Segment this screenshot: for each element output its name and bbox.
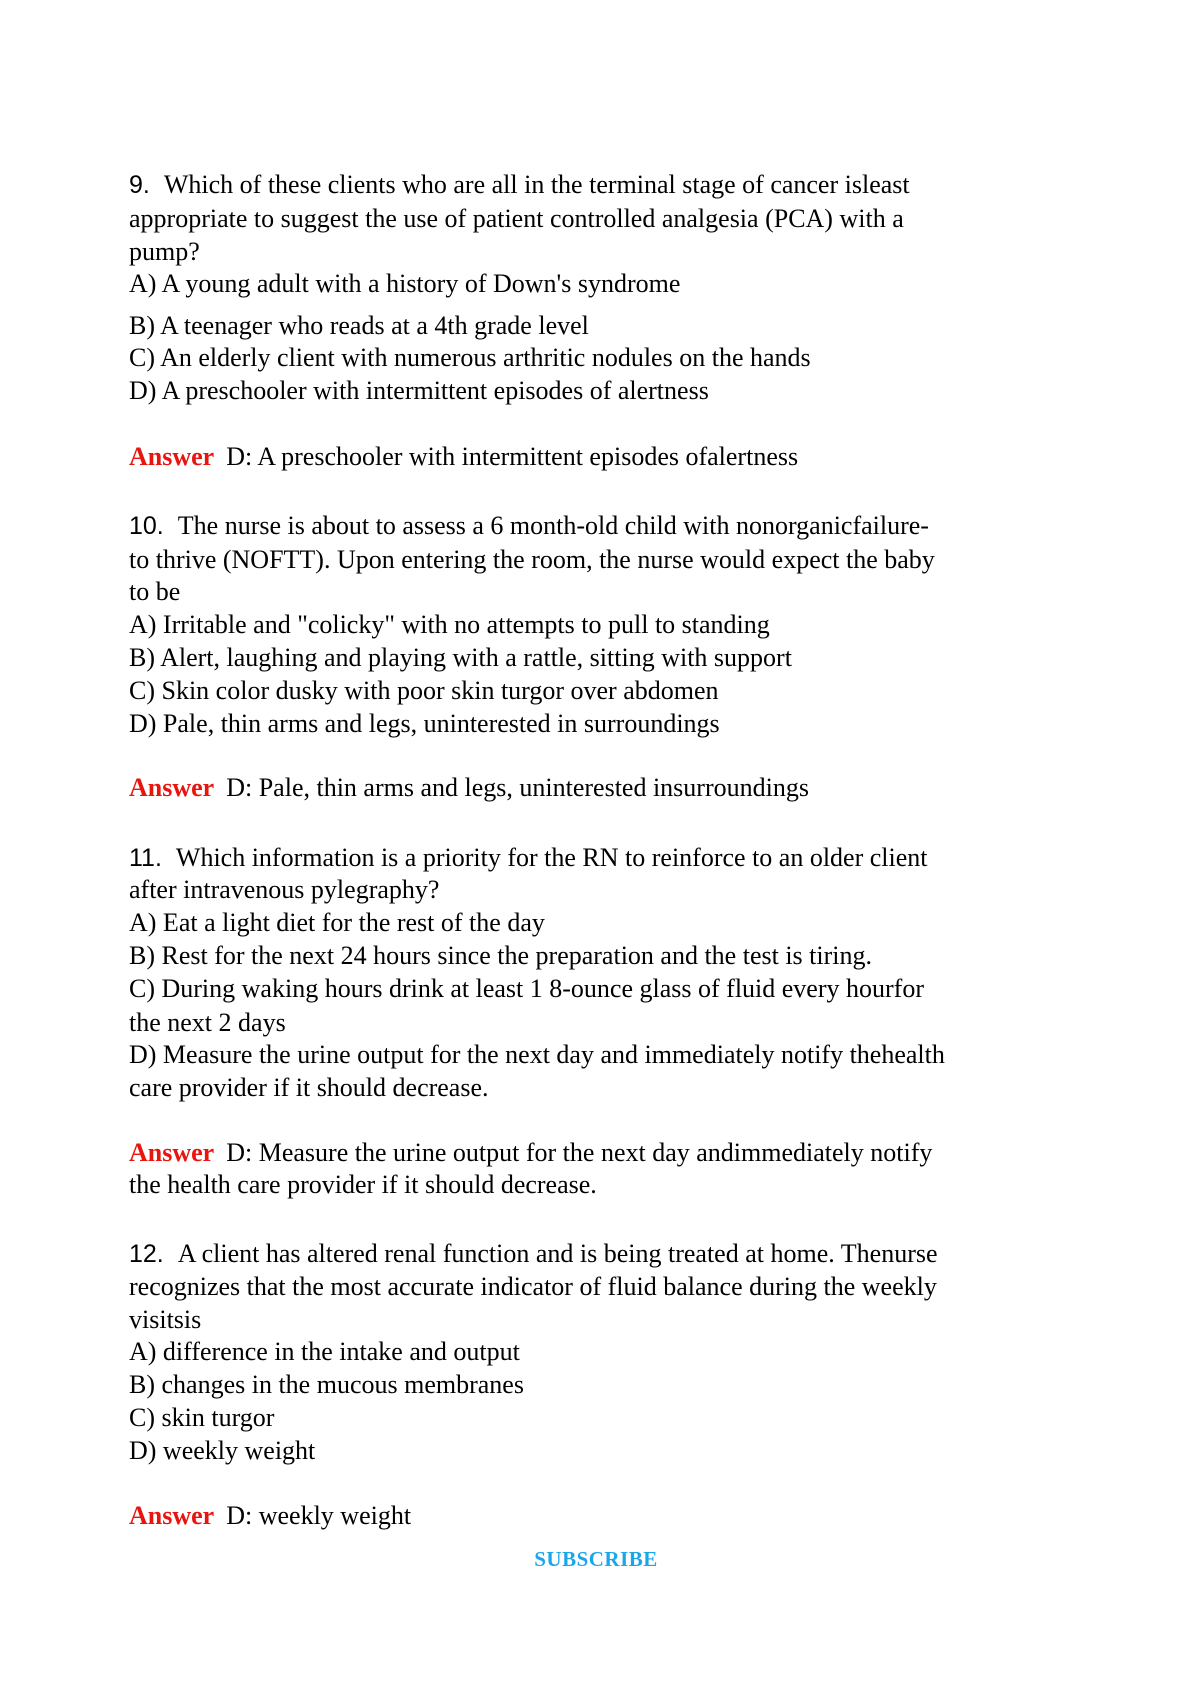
option-d: D) A preschooler with intermittent episodes of alertness <box>129 376 709 405</box>
option-a: A) Eat a light diet for the rest of the day <box>129 908 545 937</box>
option-c-continued: the next 2 days <box>129 1008 286 1037</box>
answer-label: Answer <box>129 773 215 802</box>
option-d-continued: care provider if it should decrease. <box>129 1073 489 1102</box>
answer-line: Answer D: Measure the urine output for the next day andimmediately notify <box>129 1138 933 1167</box>
question-number: 10. <box>129 512 164 540</box>
answer-label: Answer <box>129 442 215 471</box>
question-number: 12. <box>129 1240 164 1268</box>
answer-line: Answer D: A preschooler with intermittent episodes ofalertness <box>129 442 799 471</box>
answer-label: Answer <box>129 1138 215 1167</box>
option-c: C) skin turgor <box>129 1403 275 1432</box>
question-stem-line: recognizes that the most accurate indicator of fluid balance during the weekly <box>129 1272 937 1301</box>
option-c: C) During waking hours drink at least 1 8-ounce glass of fluid every hourfor <box>129 974 924 1003</box>
question-number: 9. <box>129 171 150 199</box>
option-c: C) Skin color dusky with poor skin turgor over abdomen <box>129 676 719 705</box>
question-stem-line: visitsis <box>129 1305 202 1334</box>
question-stem-line: 12. A client has altered renal function and is being treated at home. Thenurse <box>129 1239 938 1268</box>
option-d: D) Pale, thin arms and legs, uninterested in surroundings <box>129 709 720 738</box>
answer-line: Answer D: weekly weight <box>129 1501 412 1530</box>
question-stem-line: pump? <box>129 237 200 266</box>
option-d: D) Measure the urine output for the next day and immediately notify thehealth <box>129 1040 945 1069</box>
question-stem-line: 9. Which of these clients who are all in the terminal stage of cancer isleast <box>129 170 910 199</box>
option-d: D) weekly weight <box>129 1436 316 1465</box>
subscribe-link[interactable]: SUBSCRIBE <box>534 1547 658 1571</box>
answer-line: Answer D: Pale, thin arms and legs, uninterested insurroundings <box>129 773 809 802</box>
question-stem-line: 10. The nurse is about to assess a 6 month-old child with nonorganicfailure- <box>129 511 929 540</box>
option-b: B) Alert, laughing and playing with a rattle, sitting with support <box>129 643 792 672</box>
question-stem-line: to thrive (NOFTT). Upon entering the room, the nurse would expect the baby <box>129 545 935 574</box>
answer-line-continued: the health care provider if it should decrease. <box>129 1170 597 1199</box>
option-a: A) A young adult with a history of Down's syndrome <box>129 269 681 298</box>
answer-label: Answer <box>129 1501 215 1530</box>
question-stem-line: 11. Which information is a priority for the RN to reinforce to an older client <box>129 843 928 872</box>
question-stem-line: to be <box>129 577 181 606</box>
question-stem-line: after intravenous pylegraphy? <box>129 875 440 904</box>
option-a: A) difference in the intake and output <box>129 1337 520 1366</box>
option-b: B) A teenager who reads at a 4th grade level <box>129 311 589 340</box>
question-stem-line: appropriate to suggest the use of patient controlled analgesia (PCA) with a <box>129 204 904 233</box>
question-number: 11. <box>129 844 162 872</box>
option-b: B) changes in the mucous membranes <box>129 1370 524 1399</box>
option-a: A) Irritable and "colicky" with no attempts to pull to standing <box>129 610 770 639</box>
option-b: B) Rest for the next 24 hours since the preparation and the test is tiring. <box>129 941 872 970</box>
option-c: C) An elderly client with numerous arthritic nodules on the hands <box>129 343 811 372</box>
